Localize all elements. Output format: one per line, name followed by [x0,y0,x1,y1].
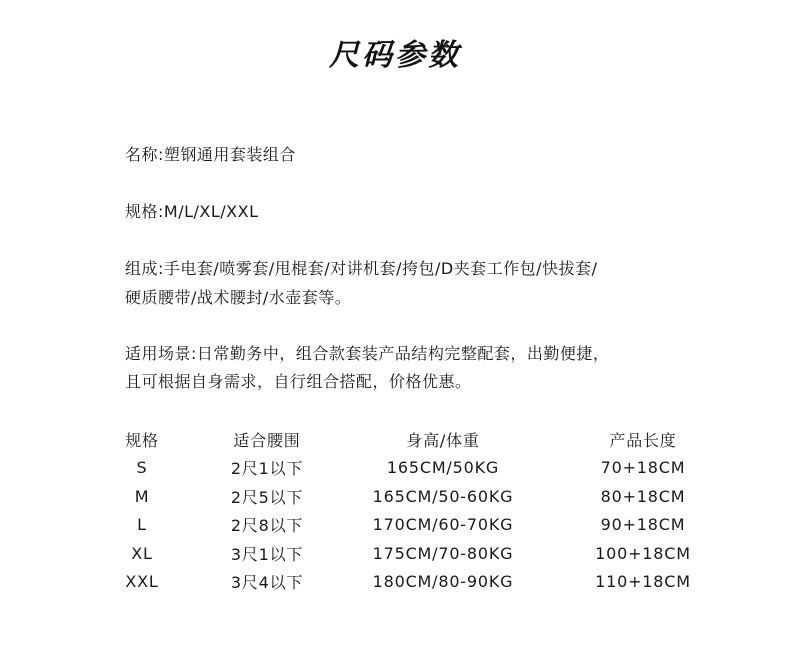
composition-label: 组成: [125,259,164,278]
product-name-value: 塑钢通用套装组合 [163,145,296,164]
cell-size: L [137,515,147,535]
page-title: 尺码参数 [329,38,461,73]
product-composition-line-2 [125,284,351,312]
product-name-label: 名称: [125,145,164,164]
cell-size: M [134,486,150,506]
product-composition-line-1 [125,255,597,283]
cell-height-weight: 170CM/60-70KG [372,515,514,535]
header-spec: 规格 [125,430,159,450]
cell-length: 70+18CM [600,458,686,478]
cell-size: XL [131,543,153,563]
size-table [118,425,768,596]
composition-text-2: 硬质腰带/战术腰封/水壶套等。 [125,288,352,307]
header-length: 产品长度 [609,430,677,450]
size-table-header-row [118,425,768,454]
cell-height-weight: 165CM/50KG [386,458,500,478]
composition-text-1: 手电套/喷雾套/甩棍套/对讲机套/挎包/D夹套工作包/快拔套/ [163,259,598,278]
table-row [118,568,768,597]
header-height-weight: 身高/体重 [406,430,480,450]
cell-length: 110+18CM [595,572,691,592]
cell-size: XXL [125,572,159,592]
cell-height-weight: 180CM/80-90KG [372,572,514,592]
scene-label: 适用场景: [125,344,197,363]
cell-size: S [136,458,148,478]
header-waist: 适合腰围 [233,430,301,450]
cell-length: 80+18CM [600,486,686,506]
cell-height-weight: 165CM/50-60KG [372,486,514,506]
product-spec-value: M/L/XL/XXL [163,202,259,221]
cell-length: 90+18CM [600,515,686,535]
cell-waist: 3尺4以下 [230,573,304,593]
table-row [118,511,768,540]
scene-text-1: 日常勤务中，组合款套装产品结构完整配套，出勤便捷， [196,344,610,363]
cell-waist: 2尺1以下 [230,459,304,479]
scene-text-2: 且可根据自身需求，自行组合搭配，价格优惠。 [125,372,472,391]
cell-height-weight: 175CM/70-80KG [372,543,514,563]
cell-length: 100+18CM [595,543,691,563]
product-spec-line [125,198,259,226]
product-scene-line-2 [125,368,472,396]
table-row [118,454,768,483]
cell-waist: 3尺1以下 [230,544,304,564]
cell-waist: 2尺8以下 [230,516,304,536]
product-spec-label: 规格: [125,202,164,221]
cell-waist: 2尺5以下 [230,487,304,507]
table-row [118,482,768,511]
product-name-line [125,141,296,169]
table-row [118,539,768,568]
product-scene-line-1 [125,340,609,368]
